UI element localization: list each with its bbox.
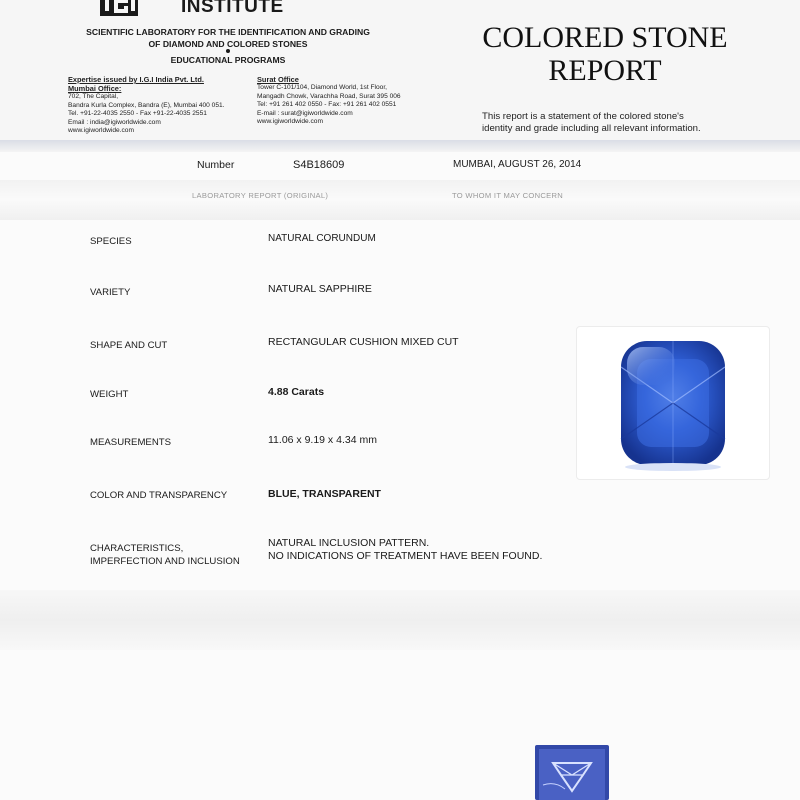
variety-label: VARIETY [90,287,131,298]
weight-label: WEIGHT [90,389,129,400]
office-line: www.igiworldwide.com [257,118,323,126]
characteristics-value-line: NO INDICATIONS OF TREATMENT HAVE BEEN FOUND. [268,550,543,562]
measurements-label: MEASUREMENTS [90,437,172,448]
office-line: E-mail : surat@igiworldwide.com [257,109,353,117]
lab-subtitle [68,26,388,50]
stone-photo-frame [576,326,770,480]
shape-cut-value: RECTANGULAR CUSHION MIXED CUT [268,336,459,348]
color-transparency-label: COLOR AND TRANSPARENCY [90,490,228,501]
lab-subtitle-line: OF DIAMOND AND COLORED STONES [148,39,308,49]
paper-fold-band [0,590,800,650]
office-line: Tel: +91 261 402 0550 - Fax: +91 261 402 0551 [257,101,397,109]
to-whom-it-may-concern: TO WHOM IT MAY CONCERN [452,191,564,200]
report-header [0,0,800,152]
blue-sapphire-cushion-photo [577,327,769,479]
characteristics-label [90,542,240,568]
paper-fold-band [0,180,800,220]
surat-office-heading: Surat Office [257,75,299,84]
lab-report-original: LABORATORY REPORT (ORIGINAL) [192,191,329,200]
report-intro [482,111,742,135]
mumbai-office-block [68,75,268,136]
educational-programs: EDUCATIONAL PROGRAMS [170,55,286,65]
office-line: Tower C-101/104, Diamond World, 1st Floor, [257,84,387,91]
report-title [455,21,755,87]
intro-line: identity and grade including all relevant information. [482,123,701,134]
characteristics-label-line: IMPERFECTION AND INCLUSION [90,556,240,567]
place-date: MUMBAI, AUGUST 26, 2014 [453,159,582,170]
mumbai-office-heading: Mumbai Office: [68,84,122,93]
header-shadow [0,140,800,152]
igi-logo-icon [100,0,138,16]
characteristics-value-line: NATURAL INCLUSION PATTERN. [268,537,430,549]
characteristics-label-line: CHARACTERISTICS, [90,543,184,554]
office-line: Bandra Kurla Complex, Bandra (E), Mumbai 400 051. [68,101,225,109]
report-title-line: REPORT [548,54,662,87]
species-value: NATURAL CORUNDUM [268,233,376,244]
report-title-line: COLORED STONE [482,21,728,54]
office-line: 702, The Capital, [68,93,119,100]
office-line: Mangadh Chowk, Varachha Road, Surat 395 006 [257,92,401,100]
office-line: Email : india@igiworldwide.com [68,118,161,126]
species-label: SPECIES [90,236,132,247]
measurements-value: 11.06 x 9.19 x 4.34 mm [268,434,377,446]
expertise-line: Expertise issued by I.G.I India Pvt. Ltd. [68,75,204,84]
number-label: Number [197,159,235,171]
number-value: S4B18609 [293,159,345,171]
separator-dot [226,49,230,53]
institute-name: INSTITUTE [181,0,284,17]
intro-line: This report is a statement of the colored stone's [482,111,684,122]
lab-subtitle-line: SCIENTIFIC LABORATORY FOR THE IDENTIFICATION AND GRADING [86,27,370,37]
characteristics-value [268,537,542,563]
weight-value: 4.88 Carats [268,386,325,398]
office-line: Tel. +91-22-4035 2550 - Fax +91-22-4035 2551 [68,110,207,118]
office-line: www.igiworldwide.com [68,127,134,135]
shape-cut-label: SHAPE AND CUT [90,340,168,351]
surat-office-block [257,75,437,127]
igi-hologram-seal-icon [535,745,609,800]
color-transparency-value: BLUE, TRANSPARENT [268,488,381,500]
variety-value: NATURAL SAPPHIRE [268,283,372,295]
